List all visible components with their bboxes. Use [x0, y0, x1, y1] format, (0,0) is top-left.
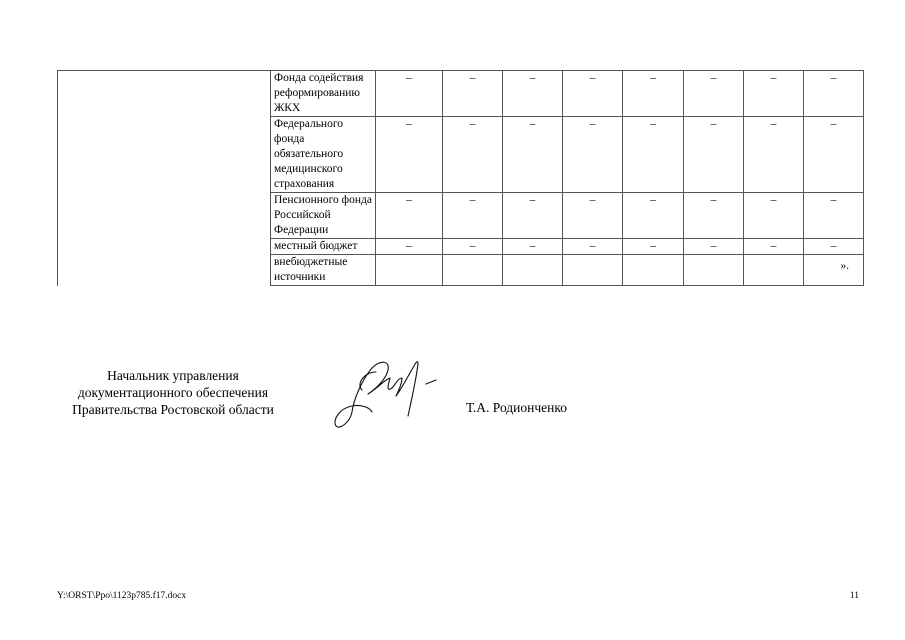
file-path: Y:\ORST\Ppo\1123p785.f17.docx: [57, 591, 187, 601]
page-number: 11: [849, 591, 859, 601]
value-cell: –: [376, 71, 443, 117]
signatory-title-line: Правительства Ростовской области: [72, 402, 274, 417]
value-cell: [443, 255, 503, 286]
budget-table: [57, 70, 864, 286]
value-cell: –: [503, 193, 563, 239]
value-cell: –: [563, 239, 623, 255]
value-cell: –: [684, 239, 744, 255]
table-row: [58, 71, 864, 117]
source-cell: Федерального фонда обязательного медицинского страхования: [271, 117, 376, 193]
value-cell: –: [744, 117, 804, 193]
value-cell: –: [804, 193, 864, 239]
value-cell: –: [563, 117, 623, 193]
value-cell: [503, 255, 563, 286]
value-cell: –: [503, 71, 563, 117]
value-cell: –: [804, 117, 864, 193]
value-cell: –: [684, 117, 744, 193]
signatory-title-line: Начальник управления: [107, 368, 239, 383]
value-cell: –: [376, 193, 443, 239]
value-cell: –: [684, 71, 744, 117]
signatory-title-line: документационного обеспечения: [77, 385, 269, 400]
value-cell: –: [744, 71, 804, 117]
source-cell: Фонда содействия реформированию ЖКХ: [271, 71, 376, 117]
value-cell: [684, 255, 744, 286]
value-cell: [623, 255, 684, 286]
value-cell: [744, 255, 804, 286]
value-cell: –: [443, 239, 503, 255]
value-cell: [563, 255, 623, 286]
value-cell: –: [804, 71, 864, 117]
value-cell: –: [804, 239, 864, 255]
merged-blank-cell: [58, 71, 271, 286]
value-cell: –: [443, 193, 503, 239]
value-cell: –: [744, 239, 804, 255]
handwritten-signature: [332, 350, 447, 435]
source-cell: внебюджетные источники: [271, 255, 376, 286]
value-cell: –: [623, 117, 684, 193]
signatory-title: [55, 367, 291, 418]
value-cell: –: [376, 117, 443, 193]
value-cell: –: [623, 239, 684, 255]
value-cell: –: [744, 193, 804, 239]
signatory-name: Т.А. Родионченко: [466, 400, 567, 415]
closing-quote-mark: ».: [804, 255, 864, 286]
value-cell: –: [623, 71, 684, 117]
value-cell: –: [563, 71, 623, 117]
value-cell: –: [623, 193, 684, 239]
value-cell: –: [443, 71, 503, 117]
value-cell: –: [503, 117, 563, 193]
source-cell: местный бюджет: [271, 239, 376, 255]
source-cell: Пенсионного фонда Российской Федерации: [271, 193, 376, 239]
value-cell: –: [563, 193, 623, 239]
value-cell: –: [503, 239, 563, 255]
value-cell: –: [443, 117, 503, 193]
value-cell: [376, 255, 443, 286]
value-cell: –: [684, 193, 744, 239]
value-cell: –: [376, 239, 443, 255]
